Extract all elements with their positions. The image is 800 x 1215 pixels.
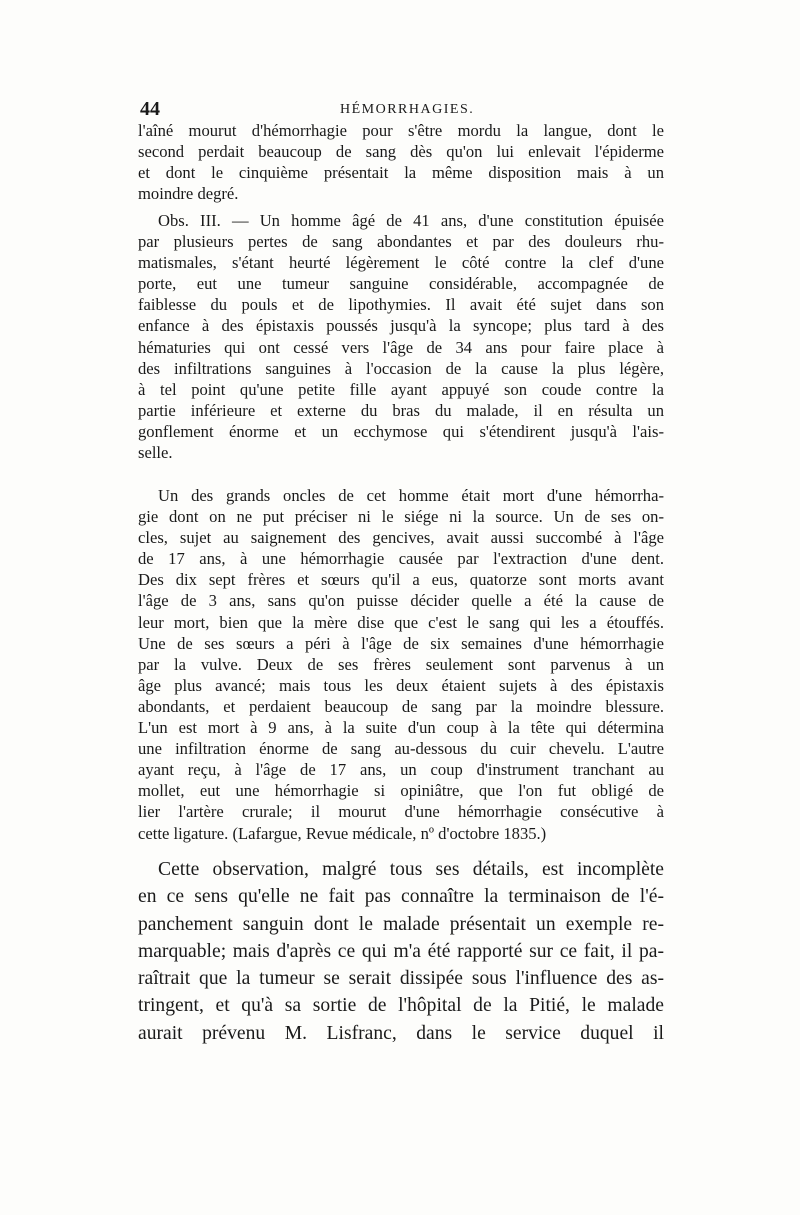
text-line: une infiltration énorme de sang au-dessous du cuir chevelu. L'autre — [138, 739, 664, 759]
text-line: ayant reçu, à l'âge de 17 ans, un coup d'instrument tranchant au — [138, 760, 664, 780]
text-line: âge plus avancé; mais tous les deux étaient sujets à des épistaxis — [138, 675, 664, 695]
text-line: aurait prévenu M. Lisfranc, dans le service duquel il — [138, 1022, 664, 1044]
text-line: partie inférieure et externe du bras du malade, il en résulta un — [138, 400, 664, 420]
text-line: à tel point qu'une petite fille ayant appuyé son coude contre la — [138, 379, 664, 399]
text-line: lier l'artère crurale; il mourut d'une hémorrhagie consécutive à — [138, 802, 664, 822]
text-line: de 17 ans, à une hémorrhagie causée par l'extraction d'une dent. — [138, 549, 664, 569]
text-line: cles, sujet au saignement des gencives, avait aussi succombé à l'âge — [138, 528, 664, 548]
text-line: marquable; mais d'après ce qui m'a été rapporté sur ce fait, il pa- — [138, 940, 664, 962]
text-line: Cette observation, malgré tous ses détails, est incomplète — [158, 859, 664, 880]
text-line: l'âge de 3 ans, sans qu'on puisse décider quelle a été la cause de — [138, 591, 664, 611]
paragraph-observation-3 — [138, 210, 664, 463]
running-title: HÉMORRHAGIES. — [340, 102, 475, 117]
text-line: gie dont on ne put préciser ni le siége ni la source. Un de ses on- — [138, 507, 664, 527]
text-line: panchement sanguin dont le malade présentait un exemple re- — [138, 913, 664, 935]
text-line: par plusieurs pertes de sang abondantes et par des douleurs rhu- — [138, 232, 664, 252]
text-line: par la vulve. Deux de ses frères seulement sont parvenus à un — [138, 654, 664, 674]
text-line: hématuries qui ont cessé vers l'âge de 34 ans pour faire place à — [138, 337, 664, 357]
text-line: enfance à des épistaxis poussés jusqu'à la syncope; plus tard à des — [138, 316, 664, 336]
text-line: leur mort, bien que la mère dise que c'est le sang qui les a étouffés. — [138, 612, 664, 632]
page-header — [140, 98, 660, 120]
text-line: mollet, eut une hémorrhagie si opiniâtre, que l'on fut obligé de — [138, 781, 664, 801]
text-line: Des dix sept frères et sœurs qu'il a eus, quatorze sont morts avant — [138, 570, 664, 590]
text-line: moindre degré. — [138, 184, 239, 204]
text-line: selle. — [138, 443, 173, 463]
text-line: tringent, et qu'à sa sortie de l'hôpital de la Pitié, le malade — [138, 995, 664, 1017]
text-line: L'un est mort à 9 ans, à la suite d'un coup à la tête qui détermina — [138, 718, 664, 738]
text-line: et dont le cinquième présentait la même disposition mais à un — [138, 163, 664, 183]
text-line: matismales, s'étant heurté légèrement le côté contre la clef d'une — [138, 253, 664, 273]
text-line: raîtrait que la tumeur se serait dissipée sous l'influence des as- — [138, 968, 664, 990]
text-line: porte, eut une tumeur sanguine considérable, accompagnée de — [138, 274, 664, 294]
text-line: des infiltrations sanguines à l'occasion de la cause la plus légère, — [138, 358, 664, 378]
text-line: gonflement énorme et un ecchymose qui s'étendirent jusqu'à l'ais- — [138, 421, 664, 441]
text-line: cette ligature. (Lafargue, Revue médicale, nº d'octobre 1835.) — [138, 823, 547, 843]
text-line: en ce sens qu'elle ne fait pas connaître la terminaison de l'é- — [138, 886, 664, 908]
text-line: faiblesse du pouls et de lipothymies. Il avait été sujet dans son — [138, 295, 664, 315]
paragraph-commentary — [138, 856, 664, 1047]
text-line: l'aîné mourut d'hémorrhagie pour s'être mordu la langue, dont le — [138, 121, 664, 140]
page-number: 44 — [140, 98, 160, 120]
paragraph-relatives — [138, 485, 664, 844]
text-line: second perdait beaucoup de sang dès qu'on lui enlevait l'épiderme — [138, 142, 664, 162]
paragraph-family-history — [138, 120, 664, 204]
text-line: Obs. III. — Un homme âgé de 41 ans, d'une constitution épuisée — [158, 211, 664, 230]
text-line: abondants, et perdaient beaucoup de sang par la moindre blessure. — [138, 696, 664, 716]
text-line: Un des grands oncles de cet homme était mort d'une hémorrha- — [158, 486, 664, 505]
text-line: Une de ses sœurs a péri à l'âge de six semaines d'une hémorrhagie — [138, 633, 664, 653]
